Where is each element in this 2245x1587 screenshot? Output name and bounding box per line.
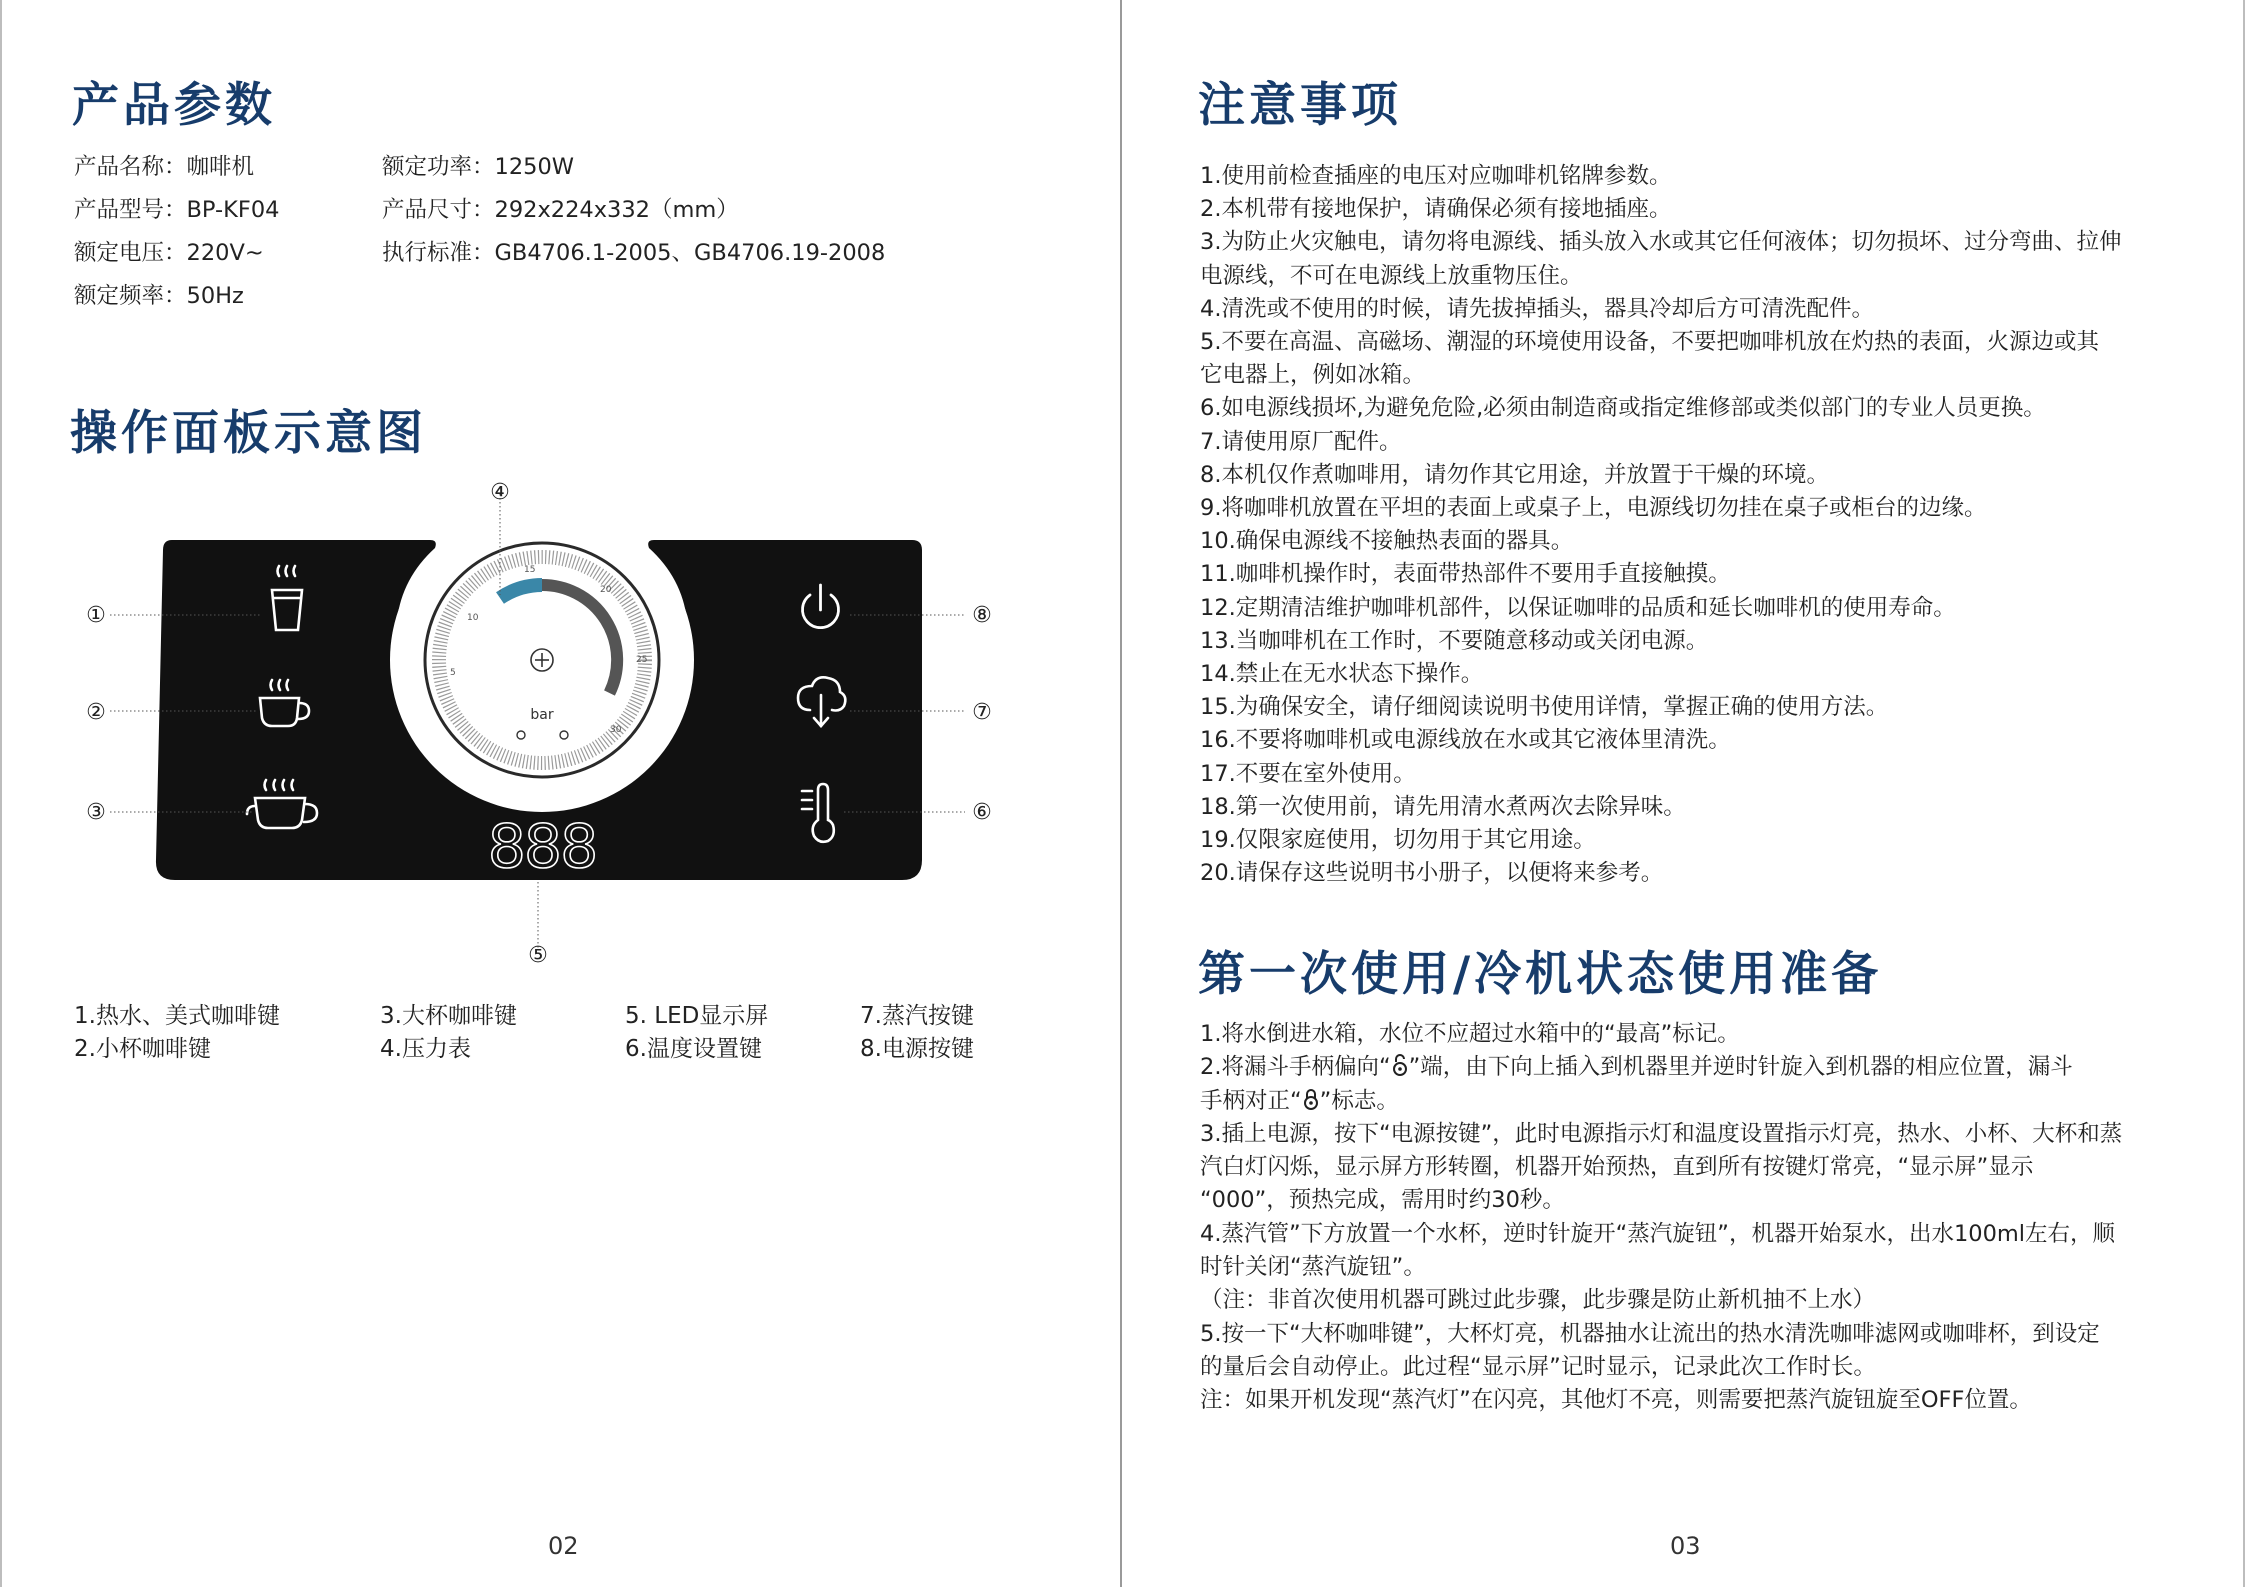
note-line: 8.本机仅作煮咖啡用，请勿作其它用途，并放置于干燥的环境。 — [1200, 461, 1829, 488]
callout-3: ③ — [86, 800, 106, 825]
section-title-panel: 操作面板示意图 — [70, 406, 427, 461]
spec-standard: 执行标准：GB4706.1-2005、GB4706.19-2008 — [382, 240, 886, 266]
note-line: 2.本机带有接地保护，请确保必须有接地插座。 — [1200, 196, 1672, 223]
note-line: 1.使用前检查插座的电压对应咖啡机铭牌参数。 — [1200, 163, 1672, 189]
legend-3: 3.大杯咖啡键 — [380, 1003, 517, 1029]
gauge-tick-10: 10 — [467, 613, 479, 623]
note-line: 7.请使用原厂配件。 — [1200, 428, 1402, 455]
pressure-gauge — [390, 508, 694, 812]
prep-line: （注：非首次使用机器可跳过此步骤，此步骤是防止新机抽不上水） — [1200, 1287, 1876, 1314]
prep-line: “000”，预热完成，需用时约30秒。 — [1200, 1187, 1565, 1214]
callout-1: ① — [86, 603, 106, 628]
prep-line: 3.插上电源，按下“电源按键”，此时电源指示灯和温度设置指示灯亮，热水、小杯、大杯和蒸 — [1200, 1120, 2123, 1147]
spec-power: 额定功率：1250W — [382, 154, 575, 180]
gauge-tick-30: 30 — [610, 725, 622, 735]
callout-4: ④ — [490, 480, 510, 505]
spec-voltage: 额定电压：220V~ — [74, 240, 264, 266]
note-line: 13.当咖啡机在工作时，不要随意移动或关闭电源。 — [1200, 627, 1709, 654]
callout-7: ⑦ — [972, 700, 992, 725]
note-line: 19.仅限家庭使用，切勿用于其它用途。 — [1200, 827, 1596, 854]
note-line: 11.咖啡机操作时，表面带热部件不要用手直接触摸。 — [1200, 561, 1731, 588]
note-line: 14.禁止在无水状态下操作。 — [1200, 661, 1484, 688]
legend-2: 2.小杯咖啡键 — [74, 1036, 211, 1062]
callout-8: ⑧ — [972, 603, 992, 628]
legend-1: 1.热水、美式咖啡键 — [74, 1003, 280, 1029]
gauge-tick-25: 25 — [636, 655, 648, 665]
note-line: 12.定期清洁维护咖啡机部件，以保证咖啡的品质和延长咖啡机的使用寿命。 — [1200, 594, 1956, 621]
unlock-icon — [1391, 1053, 1409, 1077]
note-line: 20.请保存这些说明书小册子，以便将来参考。 — [1200, 860, 1664, 887]
prep-line: 的量后会自动停止。此过程“显示屏”记时显示，记录此次工作时长。 — [1200, 1353, 1876, 1380]
gauge-tick-15: 15 — [524, 565, 536, 575]
page-number-left: 02 — [548, 1532, 579, 1560]
note-line: 18.第一次使用前，请先用清水煮两次去除异味。 — [1200, 793, 1686, 820]
note-line: 10.确保电源线不接触热表面的器具。 — [1200, 528, 1574, 555]
prep-line: 注：如果开机发现“蒸汽灯”在闪亮，其他灯不亮，则需要把蒸汽旋钮旋至OFF位置。 — [1200, 1387, 2032, 1414]
gauge-tick-20: 20 — [600, 585, 612, 595]
callout-6: ⑥ — [972, 800, 992, 825]
section-title-first-use: 第一次使用/冷机状态使用准备 — [1198, 947, 1883, 1002]
note-line: 16.不要将咖啡机或电源线放在水或其它液体里清洗。 — [1200, 727, 1731, 754]
note-line: 15.为确保安全，请仔细阅读说明书使用详情，掌握正确的使用方法。 — [1200, 694, 1889, 721]
spec-size: 产品尺寸：292x224x332（mm） — [382, 197, 739, 223]
control-panel-diagram — [50, 470, 1110, 980]
note-line: 电源线，不可在电源线上放重物压住。 — [1200, 262, 1583, 289]
prep-line: 手柄对正“ ”标志。 — [1200, 1087, 1399, 1114]
precautions-list — [1200, 160, 2170, 890]
section-title-specs: 产品参数 — [72, 78, 276, 133]
note-line: 3.为防止火灾触电，请勿将电源线、插头放入水或其它任何液体；切勿损坏、过分弯曲、拉伸 — [1200, 229, 2122, 256]
first-use-steps — [1200, 1018, 2180, 1418]
gauge-unit-label: bar — [530, 707, 554, 723]
page-number-right: 03 — [1670, 1532, 1701, 1560]
prep-line: 2.将漏斗手柄偏向“ ”端，由下向上插入到机器里并逆时针旋入到机器的相应位置，漏斗 — [1200, 1054, 2073, 1081]
note-line: 17.不要在室外使用。 — [1200, 760, 1416, 787]
gauge-tick-5: 5 — [450, 668, 456, 678]
lock-icon — [1302, 1087, 1320, 1111]
prep-line: 4.蒸汽管”下方放置一个水杯，逆时针旋开“蒸汽旋钮”，机器开始泵水，出水100ml左右，顺 — [1200, 1220, 2116, 1247]
callout-2: ② — [86, 700, 106, 725]
legend-4: 4.压力表 — [380, 1036, 471, 1062]
note-line: 6.如电源线损坏,为避免危险,必须由制造商或指定维修部或类似部门的专业人员更换。 — [1200, 395, 2046, 422]
legend-6: 6.温度设置键 — [625, 1036, 762, 1062]
note-line: 4.清洗或不使用的时候，请先拔掉插头，器具冷却后方可清洗配件。 — [1200, 295, 1874, 322]
prep-line: 1.将水倒进水箱，水位不应超过水箱中的“最高”标记。 — [1200, 1021, 1740, 1047]
page-spine — [1120, 0, 1122, 1587]
prep-line: 汽白灯闪烁，显示屏方形转圈，机器开始预热，直到所有按键灯常亮，“显示屏”显示 — [1200, 1154, 2034, 1181]
prep-line: 5.按一下“大杯咖啡键”，大杯灯亮，机器抽水让流出的热水清洗咖啡滤网或咖啡杯，到设定 — [1200, 1320, 2100, 1347]
section-title-notes: 注意事项 — [1198, 78, 1402, 133]
callout-5: ⑤ — [528, 943, 548, 968]
note-line: 9.将咖啡机放置在平坦的表面上或桌子上，电源线切勿挂在桌子或柜台的边缘。 — [1200, 495, 1987, 522]
legend-5: 5. LED显示屏 — [625, 1003, 769, 1029]
spec-name: 产品名称：咖啡机 — [74, 154, 255, 180]
spec-model: 产品型号：BP-KF04 — [74, 197, 280, 223]
spec-frequency: 额定频率：50Hz — [74, 283, 244, 309]
legend-8: 8.电源按键 — [860, 1036, 974, 1062]
note-line: 5.不要在高温、高磁场、潮湿的环境使用设备，不要把咖啡机放在灼热的表面，火源边或其 — [1200, 329, 2099, 356]
legend-7: 7.蒸汽按键 — [860, 1003, 974, 1029]
page-edge-left — [0, 0, 2, 1587]
prep-line: 时针关闭“蒸汽旋钮”。 — [1200, 1254, 1426, 1281]
note-line: 它电器上，例如冰箱。 — [1200, 362, 1426, 389]
led-display: 888 — [487, 812, 597, 882]
